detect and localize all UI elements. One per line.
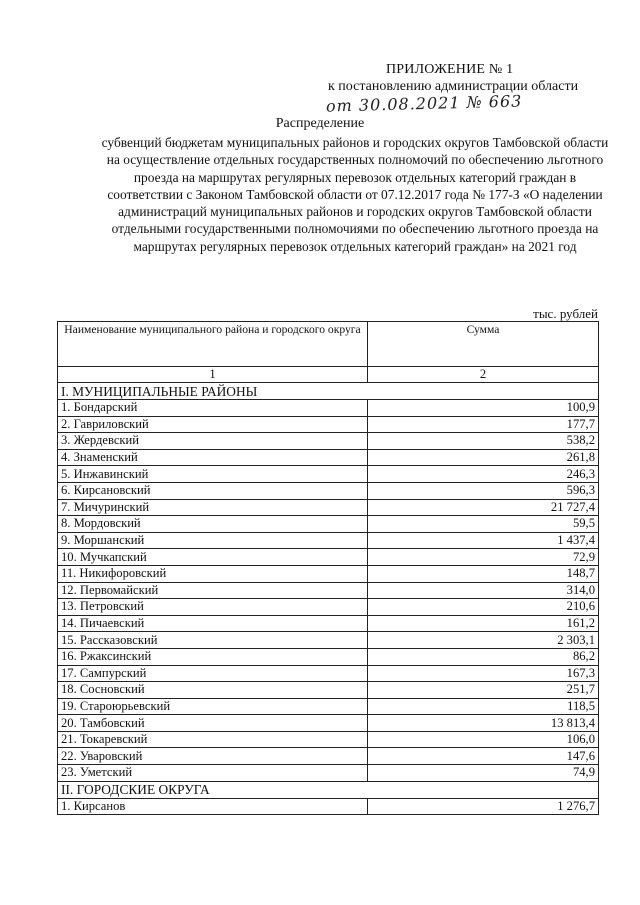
table-row <box>58 565 599 582</box>
table-row <box>58 715 599 732</box>
row-amount: 210,6 <box>368 599 599 616</box>
column-number-row <box>58 367 599 383</box>
row-name: 16. Ржаксинский <box>58 648 368 665</box>
row-name: 2. Гавриловский <box>58 416 368 433</box>
row-name: 23. Уметский <box>58 765 368 782</box>
appendix-subtitle: к постановлению администрации области <box>328 79 579 94</box>
row-name: 1. Кирсанов <box>58 798 368 815</box>
table-row <box>58 532 599 549</box>
header-sum-column: Сумма <box>368 322 599 367</box>
row-amount: 100,9 <box>368 400 599 417</box>
table-row <box>58 433 599 450</box>
row-name: 19. Староюрьевский <box>58 698 368 715</box>
table-row <box>58 682 599 699</box>
row-amount: 2 303,1 <box>368 632 599 649</box>
row-name: 3. Жердевский <box>58 433 368 450</box>
row-amount: 1 276,7 <box>368 798 599 815</box>
row-amount: 167,3 <box>368 665 599 682</box>
row-amount: 106,0 <box>368 731 599 748</box>
table-row <box>58 516 599 533</box>
row-amount: 86,2 <box>368 648 599 665</box>
table-row <box>58 765 599 782</box>
row-name: 13. Петровский <box>58 599 368 616</box>
table-row <box>58 482 599 499</box>
column-number-2: 2 <box>368 367 599 383</box>
row-name: 4. Знаменский <box>58 449 368 466</box>
table-row <box>58 648 599 665</box>
section-title-city-districts: II. ГОРОДСКИЕ ОКРУГА <box>58 781 599 798</box>
section-title-districts: I. МУНИЦИПАЛЬНЫЕ РАЙОНЫ <box>58 383 599 400</box>
appendix-title: ПРИЛОЖЕНИЕ № 1 <box>386 62 514 77</box>
table-row <box>58 599 599 616</box>
row-amount: 21 727,4 <box>368 499 599 516</box>
row-amount: 1 437,4 <box>368 532 599 549</box>
row-name: 20. Тамбовский <box>58 715 368 732</box>
row-name: 22. Уваровский <box>58 748 368 765</box>
row-amount: 74,9 <box>368 765 599 782</box>
row-amount: 161,2 <box>368 615 599 632</box>
row-amount: 177,7 <box>368 416 599 433</box>
table-row <box>58 748 599 765</box>
row-amount: 118,5 <box>368 698 599 715</box>
distribution-table <box>57 321 599 815</box>
row-amount: 538,2 <box>368 433 599 450</box>
table-row <box>58 449 599 466</box>
row-name: 7. Мичуринский <box>58 499 368 516</box>
row-name: 17. Сампурский <box>58 665 368 682</box>
row-amount: 314,0 <box>368 582 599 599</box>
table-row <box>58 798 599 815</box>
row-name: 18. Сосновский <box>58 682 368 699</box>
row-amount: 72,9 <box>368 549 599 566</box>
row-name: 8. Мордовский <box>58 516 368 533</box>
row-name: 12. Первомайский <box>58 582 368 599</box>
table-row <box>58 549 599 566</box>
handwritten-date-number: от 30.08.2021 № 663 <box>325 91 523 116</box>
table-header-row <box>58 322 599 367</box>
table-row <box>58 466 599 483</box>
row-name: 11. Никифоровский <box>58 565 368 582</box>
table-row <box>58 615 599 632</box>
row-name: 5. Инжавинский <box>58 466 368 483</box>
row-amount: 261,8 <box>368 449 599 466</box>
row-name: 9. Моршанский <box>58 532 368 549</box>
section-row-districts <box>58 383 599 400</box>
row-name: 10. Мучкапский <box>58 549 368 566</box>
section-row-city-districts <box>58 781 599 798</box>
row-name: 1. Бондарский <box>58 400 368 417</box>
row-amount: 13 813,4 <box>368 715 599 732</box>
document-heading: Распределение <box>275 116 365 131</box>
table-row <box>58 731 599 748</box>
row-name: 6. Кирсановский <box>58 482 368 499</box>
table-row <box>58 665 599 682</box>
row-name: 14. Пичаевский <box>58 615 368 632</box>
table-row <box>58 632 599 649</box>
document-subtitle: субвенций бюджетам муниципальных районов и городских округов Тамбовской области на осуществление отдельных государственных полномочий по обеспечению льготного проезда на маршрутах регулярных перевозок отдельных категорий граждан в соответствии с Законом Тамбовской области от 07.12.2017 года № 177-З «О наделении администраций муниципальных районов и городских округов Тамбовской области отдельными государственными полномочиями по обеспечению льготного проезда на маршрутах регулярных перевозок отдельных категорий граждан» на 2021 год <box>101 135 609 254</box>
column-number-1: 1 <box>58 367 368 383</box>
units-label: тыс. рублей <box>533 306 598 321</box>
row-amount: 147,6 <box>368 748 599 765</box>
row-amount: 246,3 <box>368 466 599 483</box>
table-row <box>58 400 599 417</box>
table-row <box>58 416 599 433</box>
row-name: 21. Токаревский <box>58 731 368 748</box>
table-row <box>58 582 599 599</box>
table-row <box>58 499 599 516</box>
table-row <box>58 698 599 715</box>
row-amount: 148,7 <box>368 565 599 582</box>
row-name: 15. Рассказовский <box>58 632 368 649</box>
row-amount: 59,5 <box>368 516 599 533</box>
row-amount: 251,7 <box>368 682 599 699</box>
row-amount: 596,3 <box>368 482 599 499</box>
header-name-column: Наименование муниципального района и городского округа <box>58 322 368 367</box>
